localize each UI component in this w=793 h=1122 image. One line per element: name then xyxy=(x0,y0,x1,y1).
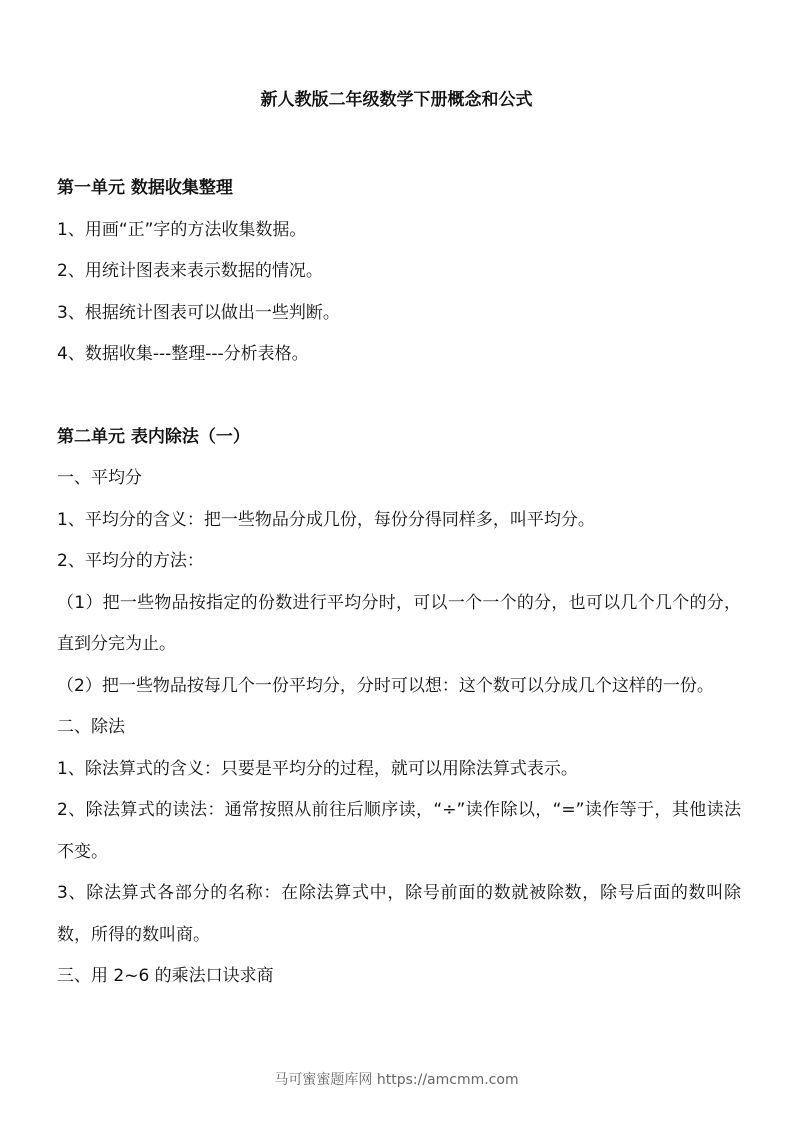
unit2-line-division-meaning: 1、除法算式的含义：只要是平均分的过程，就可以用除法算式表示。 xyxy=(57,758,578,779)
unit2-line-method-2: （2）把一些物品按每几个一份平均分，分时可以想：这个数可以分成几个这样的一份。 xyxy=(57,675,714,696)
unit2-line-division-reading: 2、除法算式的读法：通常按照从前往后顺序读，“÷”读作除以，“=”读作等于，其他读法不变。 xyxy=(57,800,741,862)
document-title: 新人教版二年级数学下册概念和公式 xyxy=(260,90,533,110)
unit2-heading: 第二单元 表内除法（一） xyxy=(57,426,250,447)
document-body xyxy=(57,168,741,998)
unit2-subheading-average: 一、平均分 xyxy=(57,468,142,488)
footer-watermark: 马可蜜蜜题库网 https://amcmm.com xyxy=(274,1072,519,1088)
unit2-line-method-1: （1）把一些物品按指定的份数进行平均分时，可以一个一个的分，也可以几个几个的分，直到分完为止。 xyxy=(57,592,741,654)
unit1-line-4: 4、数据收集---整理---分析表格。 xyxy=(57,344,309,364)
section-gap xyxy=(57,376,741,417)
unit2-line-division-parts: 3、除法算式各部分的名称：在除法算式中，除号前面的数就被除数，除号后面的数叫除数，所得的数叫商。 xyxy=(57,883,741,945)
unit2-line-average-method: 2、平均分的方法： xyxy=(57,551,204,571)
unit1-line-2: 2、用统计图表来表示数据的情况。 xyxy=(57,261,323,281)
unit2-subheading-multiplication: 三、用 2~6 的乘法口诀求商 xyxy=(57,966,274,986)
unit2-line-average-meaning: 1、平均分的含义：把一些物品分成几份，每份分得同样多，叫平均分。 xyxy=(57,509,595,530)
unit2-subheading-division: 二、除法 xyxy=(57,717,125,737)
unit1-heading: 第一单元 数据收集整理 xyxy=(57,178,233,198)
unit1-line-3: 3、根据统计图表可以做出一些判断。 xyxy=(57,302,340,323)
unit1-line-1: 1、用画“正”字的方法收集数据。 xyxy=(57,219,307,240)
